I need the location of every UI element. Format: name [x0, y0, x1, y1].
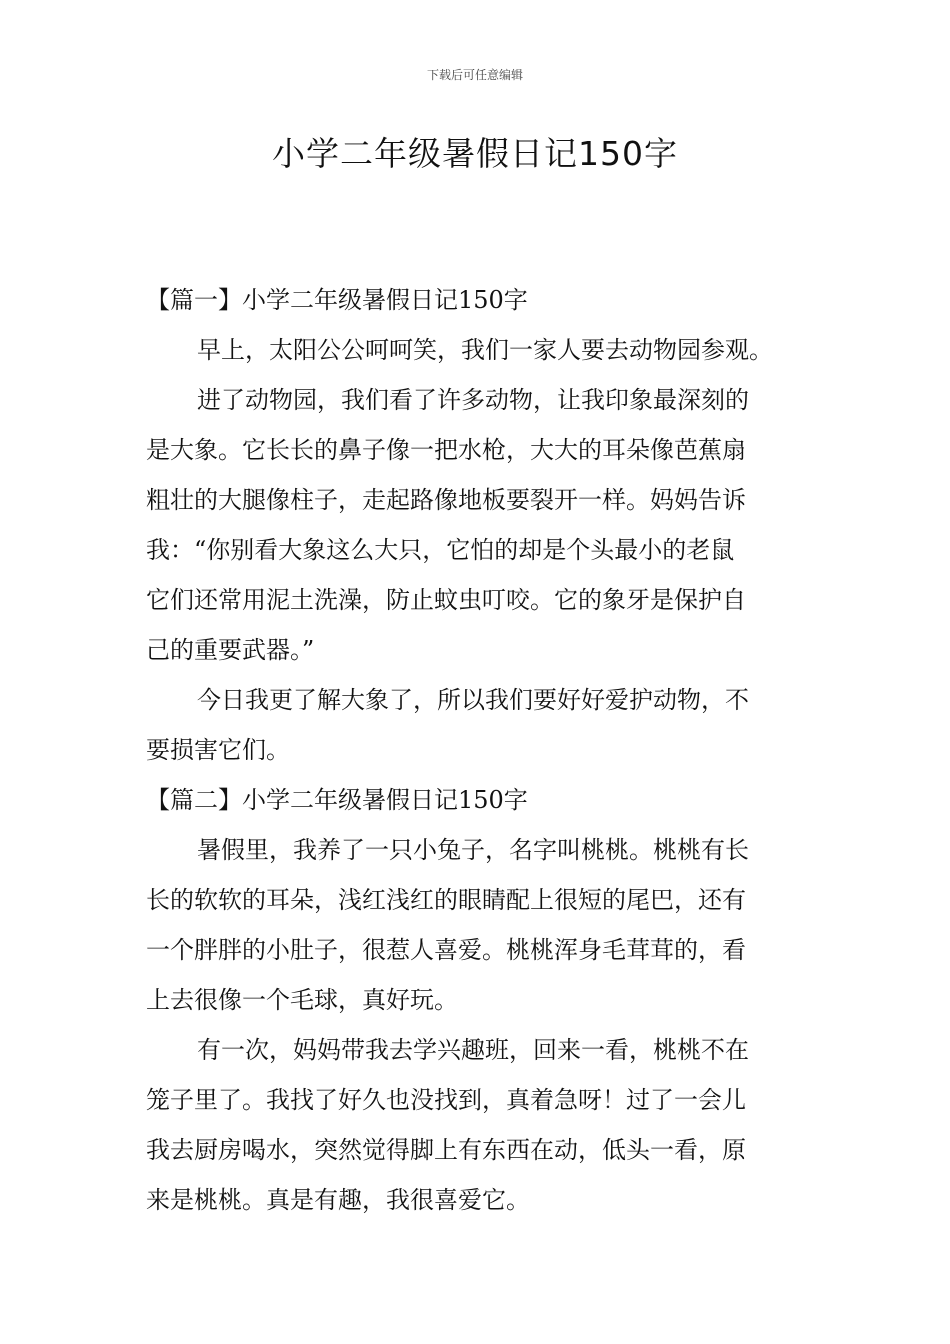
text-line-4: 是大象。它长长的鼻子像一把水枪，大大的耳朵像芭蕉扇	[146, 436, 746, 464]
text-line-15: 上去很像一个毛球，真好玩。	[146, 986, 458, 1014]
text-line-13: 长的软软的耳朵，浅红浅红的眼睛配上很短的尾巴，还有	[146, 886, 746, 914]
text-line-7: 它们还常用泥土洗澡，防止蚊虫叮咬。它的象牙是保护自	[146, 586, 746, 614]
text-line-9: 今日我更了解大象了，所以我们要好好爱护动物，不	[197, 686, 749, 714]
text-line-8: 己的重要武器。”	[146, 636, 315, 664]
text-line-3: 进了动物园，我们看了许多动物，让我印象最深刻的	[197, 386, 749, 414]
text-line-12: 暑假里，我养了一只小兔子，名字叫桃桃。桃桃有长	[197, 836, 749, 864]
text-line-5: 粗壮的大腿像柱子，走起路像地板要裂开一样。妈妈告诉	[146, 486, 746, 514]
text-line-17: 笼子里了。我找了好久也没找到，真着急呀！过了一会儿	[146, 1086, 746, 1114]
text-line-19: 来是桃桃。真是有趣，我很喜爱它。	[146, 1186, 530, 1214]
text-line-18: 我去厨房喝水，突然觉得脚上有东西在动，低头一看，原	[146, 1136, 746, 1164]
document-body	[146, 275, 806, 1225]
text-line-14: 一个胖胖的小肚子，很惹人喜爱。桃桃浑身毛茸茸的，看	[146, 936, 746, 964]
text-line-1: 【篇一】小学二年级暑假日记150字	[146, 286, 528, 314]
text-line-16: 有一次，妈妈带我去学兴趣班，回来一看，桃桃不在	[197, 1036, 749, 1064]
text-line-11: 【篇二】小学二年级暑假日记150字	[146, 786, 528, 814]
document-title: 小学二年级暑假日记150字	[272, 134, 678, 173]
header-note: 下载后可任意编辑	[426, 68, 523, 82]
text-line-2: 早上，太阳公公呵呵笑，我们一家人要去动物园参观。	[197, 336, 773, 364]
text-line-6: 我：“你别看大象这么大只，它怕的却是个头最小的老鼠	[146, 536, 735, 564]
text-line-10: 要损害它们。	[146, 736, 290, 764]
